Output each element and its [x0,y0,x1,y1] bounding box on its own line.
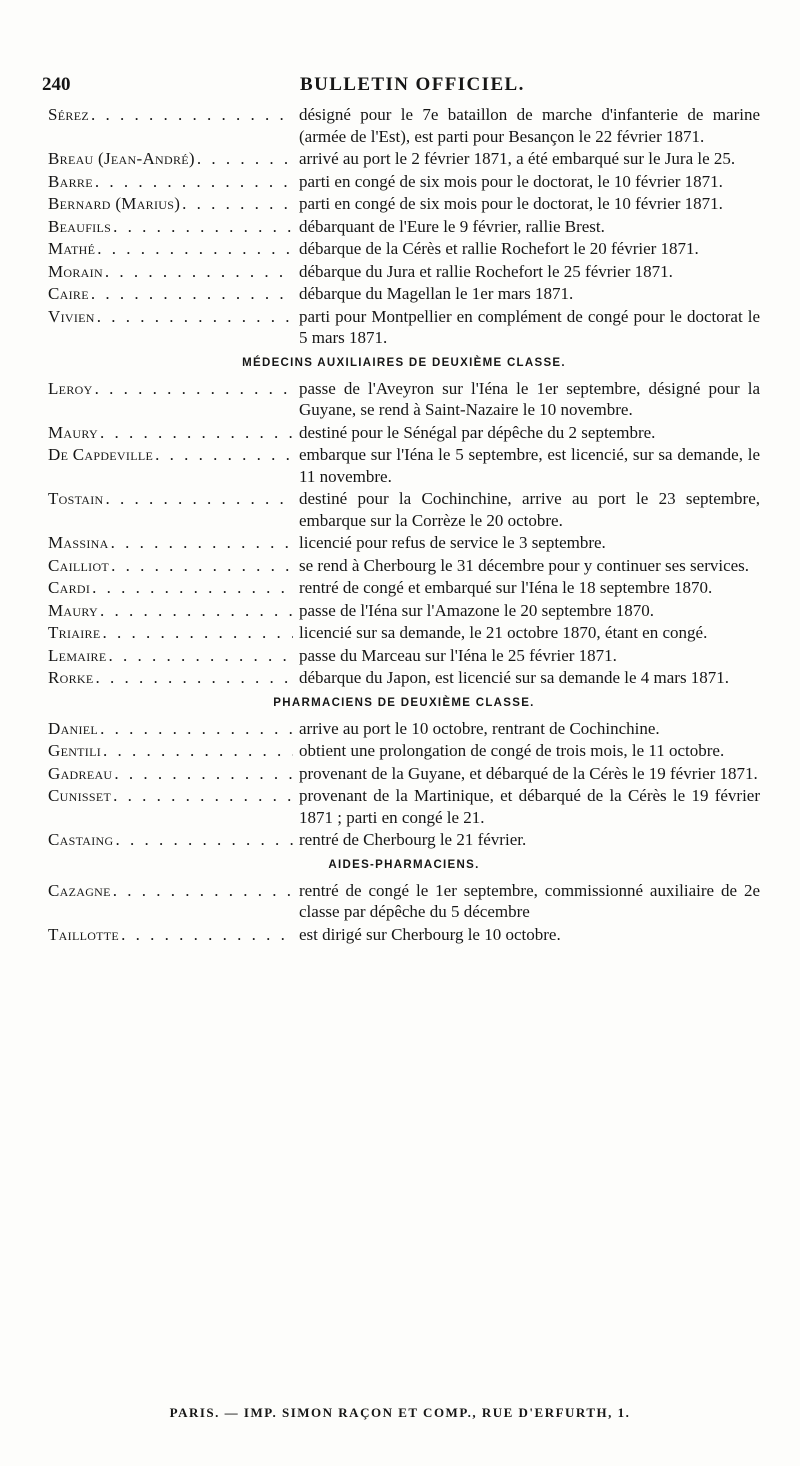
page-number: 240 [42,74,71,95]
name-column [48,488,293,510]
leader-dots [98,718,293,740]
personnel-entry [48,378,760,421]
entry-text: débarquant de l'Eure le 9 février, rallie Brest. [299,216,605,236]
entry-text: parti en congé de six mois pour le doctorat, le 10 février 1871. [299,194,723,213]
leader-dots [94,667,293,689]
document-page [42,70,760,946]
person-name: Massina [48,533,109,552]
person-name: Cunisset [48,786,112,805]
leader-dots [109,555,293,577]
name-column [48,283,293,305]
leader-dots [111,880,293,902]
entry-text: parti pour Montpellier en complément de congé pour le doctorat le 5 mars 1871. [299,306,760,347]
personnel-entry [48,667,760,689]
personnel-entry [48,488,760,531]
page-header [42,70,760,104]
personnel-entry [48,577,760,599]
personnel-entry [48,422,760,444]
person-name: Beaufils [48,216,112,236]
name-column [48,261,293,283]
leader-dots [89,104,293,126]
name-column [48,718,293,740]
leader-dots [111,216,293,238]
entry-text: passe du Marceau sur l'Iéna le 25 février 1871. [299,645,617,665]
person-name: Tostain [48,489,104,508]
personnel-entry [48,261,760,283]
person-name: Daniel [48,718,99,738]
person-name: Lemaire [48,645,107,665]
person-name: Cailliot [48,555,110,575]
personnel-entry [48,555,760,577]
entry-text: destiné pour la Cochinchine, arrive au port le 23 septembre, embarque sur la Corrèze le 20 octobre. [299,489,760,530]
leader-dots [112,763,293,785]
name-column [48,104,293,126]
leader-dots [98,600,293,622]
personnel-entry [48,600,760,622]
personnel-entry [48,171,760,193]
leader-dots [111,785,293,807]
name-column [48,193,293,215]
personnel-entry [48,829,760,851]
entry-text: provenant de la Martinique, et débarqué de la Cérès le 19 février 1871 ; parti en congé le 21. [299,786,760,827]
entry-text: se rend à Cherbourg le 31 décembre pour y continuer ses services. [299,555,750,575]
name-column [48,785,293,807]
person-name: Castaing [48,830,114,849]
leader-dots [95,306,293,328]
leader-dots [100,622,293,644]
leader-dots [113,829,293,851]
personnel-entry [48,622,760,644]
section-heading: PHARMACIENS DE DEUXIÈME CLASSE. [273,696,535,709]
entry-text: désigné pour le 7e bataillon de marche d'infanterie de marine (armée de l'Est), est parti pour Besançon le 22 février 1871. [299,105,760,146]
entry-text: rentré de congé et embarqué sur l'Iéna le 18 septembre 1870. [299,578,713,597]
personnel-entry [48,785,760,828]
personnel-entry [48,104,760,147]
name-column [48,532,293,554]
personnel-entry [48,924,760,946]
leader-dots [103,261,293,283]
entry-text: parti en congé de six mois pour le doctorat, le 10 février 1871. [299,171,723,191]
entry-text: provenant de la Guyane, et débarqué de la Cérès le 19 février 1871. [299,763,758,783]
personnel-entry [48,880,760,923]
person-name: Leroy [48,378,93,398]
name-column [48,171,293,193]
entry-text: débarque de la Cérès et rallie Rochefort le 20 février 1871. [299,239,699,258]
person-name: Morain [48,261,103,281]
entry-text: débarque du Jura et rallie Rochefort le 25 février 1871. [299,261,673,281]
personnel-entry [48,193,760,215]
section-heading: MÉDECINS AUXILIAIRES DE DEUXIÈME CLASSE. [242,356,566,369]
name-column [48,645,293,667]
personnel-entry [48,148,760,170]
personnel-entry [48,740,760,762]
person-name: Breau (Jean-André) [48,149,195,168]
entries-list [48,104,760,945]
name-column [48,555,293,577]
leader-dots [93,378,293,400]
person-name: Gentili [48,741,102,760]
entry-text: licencié pour refus de service le 3 septembre. [299,533,606,552]
person-name: Barre [48,171,93,191]
name-column [48,444,293,466]
name-column [48,378,293,400]
leader-dots [104,488,293,510]
person-name: Gadreau [48,763,113,783]
entry-text: débarque du Japon, est licencié sur sa demande le 4 mars 1871. [299,668,730,687]
name-column [48,422,293,444]
leader-dots [119,924,293,946]
person-name: Rorke [48,668,94,687]
name-column [48,600,293,622]
person-name: Caire [48,284,89,303]
entry-text: est dirigé sur Cherbourg le 10 octobre. [299,924,561,944]
entry-text: rentré de congé le 1er septembre, commissionné auxiliaire de 2e classe par dépêche du 5 décembre [299,880,760,921]
leader-dots [106,645,293,667]
entry-text: passe de l'Aveyron sur l'Iéna le 1er septembre, désigné pour la Guyane, se rend à Saint-Nazaire le 10 novembre. [299,378,760,419]
person-name: Cardi [48,578,91,597]
leader-dots [90,577,293,599]
person-name: Cazagne [48,880,111,900]
name-column [48,577,293,599]
leader-dots [98,422,293,444]
personnel-entry [48,306,760,349]
personnel-entry [48,763,760,785]
personnel-entry [48,283,760,305]
name-column [48,763,293,785]
section-heading: AIDES-PHARMACIENS. [328,858,480,871]
leader-dots [89,283,293,305]
personnel-entry [48,216,760,238]
person-name: Taillotte [48,924,120,944]
personnel-entry [48,645,760,667]
personnel-entry [48,532,760,554]
entry-text: arrive au port le 10 octobre, rentrant de Cochinchine. [299,718,660,738]
name-column [48,622,293,644]
entry-text: destiné pour le Sénégal par dépêche du 2 septembre. [299,422,656,442]
entry-text: débarque du Magellan le 1er mars 1871. [299,284,574,303]
personnel-entry [48,238,760,260]
printer-imprint: PARIS. — IMP. SIMON RAÇON ET COMP., RUE D'ERFURTH, 1. [169,1405,631,1420]
name-column [48,216,293,238]
running-title: BULLETIN OFFICIEL. [300,74,525,95]
person-name: De Capdeville [48,445,154,464]
person-name: Sérez [48,105,89,124]
person-name: Bernard (Marius) [48,194,181,213]
name-column [48,667,293,689]
leader-dots [195,148,293,170]
name-column [48,740,293,762]
entry-text: embarque sur l'Iéna le 5 septembre, est licencié, sur sa demande, le 11 novembre. [299,445,760,486]
personnel-entry [48,444,760,487]
name-column [48,880,293,902]
leader-dots [109,532,293,554]
person-name: Vivien [48,306,95,326]
name-column [48,148,293,170]
leader-dots [95,238,293,260]
name-column [48,829,293,851]
person-name: Mathé [48,239,96,258]
entry-text: rentré de Cherbourg le 21 février. [299,830,527,849]
leader-dots [153,444,293,466]
leader-dots [101,740,293,762]
name-column [48,306,293,328]
person-name: Maury [48,600,98,620]
entry-text: licencié sur sa demande, le 21 octobre 1870, étant en congé. [299,623,708,642]
leader-dots [180,193,293,215]
personnel-entry [48,718,760,740]
person-name: Maury [48,422,98,442]
person-name: Triaire [48,623,101,642]
name-column [48,924,293,946]
name-column [48,238,293,260]
entry-text: obtient une prolongation de congé de trois mois, le 11 octobre. [299,741,725,760]
leader-dots [93,171,293,193]
entry-text: passe de l'Iéna sur l'Amazone le 20 septembre 1870. [299,600,654,620]
entry-text: arrivé au port le 2 février 1871, a été embarqué sur le Jura le 25. [299,149,736,168]
